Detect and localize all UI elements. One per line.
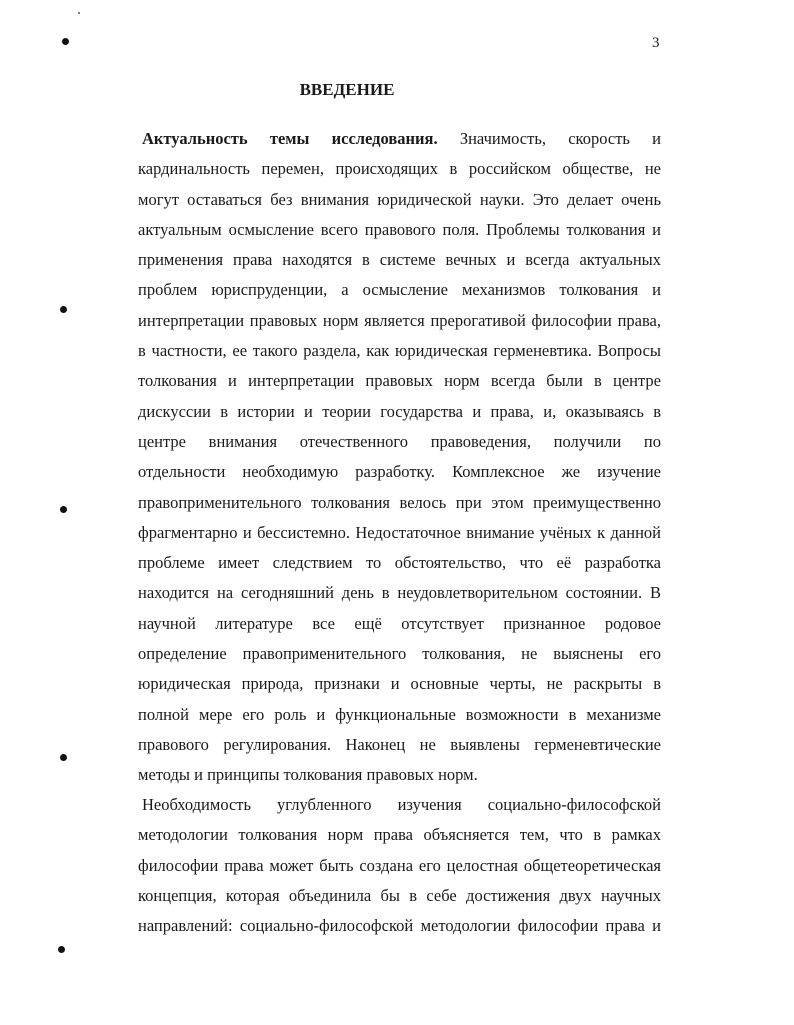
paragraph-line [138, 124, 661, 154]
paragraph-line: правоприменительного толкования велось при этом преимущественно [138, 492, 661, 512]
paragraph-line: философии права может быть создана его целостная общетеоретическая [138, 855, 661, 875]
paragraph-line: кардинальность перемен, происходящих в российском обществе, не [138, 159, 661, 179]
page-number: 3 [652, 35, 660, 51]
paragraph-line: Необходимость углубленного изучения социально-философской [142, 795, 661, 814]
paragraph-line: полной мере его роль и функциональные возможности в механизме [138, 704, 661, 724]
paragraph-line: находится на сегодняшний день в неудовлетворительном состоянии. В [138, 583, 661, 603]
paragraph-line: определение правоприменительного толкования, не выяснены его [138, 644, 661, 664]
scan-speck [78, 12, 80, 14]
paragraph-line: могут оставаться без внимания юридической науки. Это делает очень [138, 189, 661, 209]
page-title: ВВЕДЕНИЕ [299, 80, 395, 99]
binding-hole-5 [58, 946, 65, 953]
paragraph-line: применения права находятся в системе вечных и всегда актуальных [138, 250, 661, 270]
paragraph-line: методы и принципы толкования правовых норм. [138, 765, 478, 785]
paragraph-methodology [138, 790, 661, 941]
paragraph-line: фрагментарно и бессистемно. Недостаточное внимание учёных к данной [138, 522, 661, 542]
paragraph-line: концепция, которая объединила бы в себе достижения двух научных [138, 885, 661, 905]
binding-hole-1 [62, 38, 69, 45]
paragraph-line: методологии толкования норм права объясняется тем, что в рамках [138, 825, 661, 845]
paragraph-line: проблеме имеет следствием то обстоятельство, что её разработка [138, 553, 661, 573]
line-text: Значимость, скорость и [459, 129, 662, 148]
binding-hole-3 [60, 506, 67, 513]
paragraph-line: актуальным осмысление всего правового поля. Проблемы толкования и [138, 219, 661, 239]
paragraph-line: интерпретации правовых норм является прерогативой философии права, [138, 310, 661, 330]
paragraph-line: в частности, ее такого раздела, как юридическая герменевтика. Вопросы [138, 341, 661, 361]
paragraph-relevance [138, 124, 661, 791]
section-lead: Актуальность темы исследования. [142, 129, 438, 148]
paragraph-line: центре внимания отечественного правоведения, получили по [138, 431, 661, 451]
paragraph-line: правового регулирования. Наконец не выявлены герменевтические [138, 734, 661, 754]
paragraph-line: проблем юриспруденции, а осмысление механизмов толкования и [138, 280, 661, 300]
binding-hole-2 [60, 306, 67, 313]
paragraph-line: толкования и интерпретации правовых норм всегда были в центре [138, 371, 661, 391]
binding-hole-4 [60, 754, 67, 761]
paragraph-line: направлений: социально-философской методологии философии права и [138, 916, 661, 936]
paragraph-line: научной литературе все ещё отсутствует признанное родовое [138, 613, 661, 633]
paragraph-line: отдельности необходимую разработку. Комплексное же изучение [138, 462, 661, 482]
paragraph-line: юридическая природа, признаки и основные черты, не раскрыты в [138, 674, 661, 694]
paragraph-line: дискуссии в истории и теории государства и права, и, оказываясь в [138, 401, 661, 421]
